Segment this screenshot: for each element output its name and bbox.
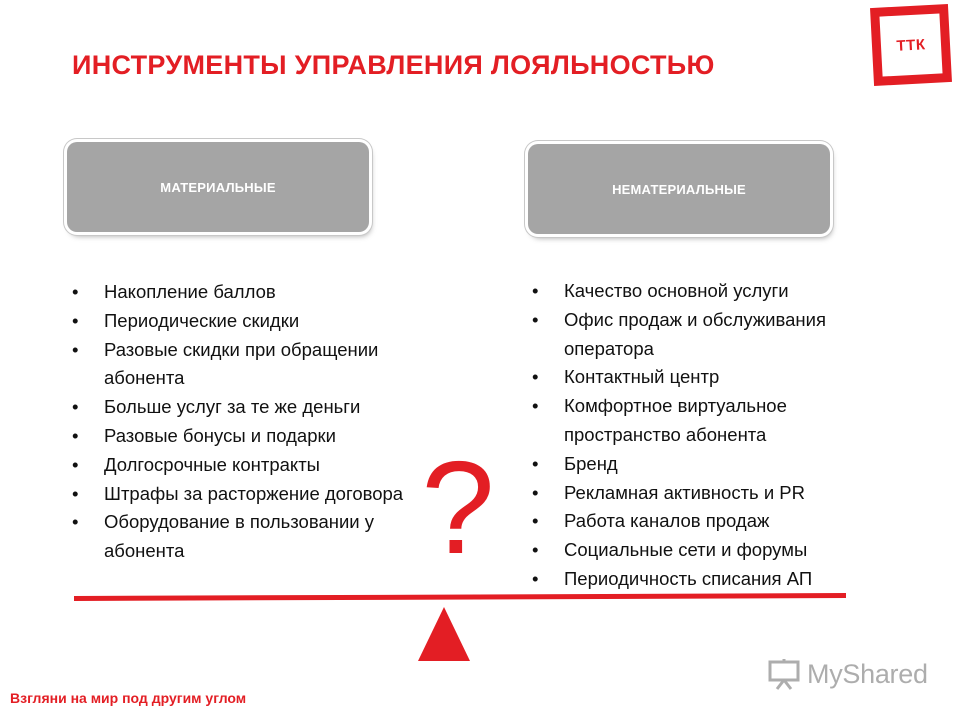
slide-title: ИНСТРУМЕНТЫ УПРАВЛЕНИЯ ЛОЯЛЬНОСТЬЮ bbox=[72, 50, 715, 80]
list-item: • Накопление баллов bbox=[72, 278, 422, 307]
list-item: • Контактный центр bbox=[532, 363, 862, 392]
watermark-text: MyShared bbox=[807, 658, 928, 689]
list-item: • Бренд bbox=[532, 450, 862, 479]
list-item: • Рекламная активность и PR bbox=[532, 479, 862, 508]
list-item: • Периодичность списания АП bbox=[532, 565, 862, 594]
myshared-watermark bbox=[767, 656, 928, 692]
list-item: • Работа каналов продаж bbox=[532, 507, 862, 536]
category-material bbox=[67, 142, 369, 232]
list-item: • Долгосрочные контракты bbox=[72, 451, 422, 480]
list-item: • Разовые бонусы и подарки bbox=[72, 422, 422, 451]
list-item: • Комфортное виртуальное пространство абонента bbox=[532, 392, 862, 450]
list-item: • Разовые скидки при обращении абонента bbox=[72, 336, 422, 394]
material-tools-list bbox=[72, 278, 422, 566]
category-nonmaterial-label: НЕМАТЕРИАЛЬНЫЕ bbox=[612, 181, 746, 197]
list-item: • Больше услуг за те же деньги bbox=[72, 393, 422, 422]
category-nonmaterial bbox=[528, 144, 830, 234]
list-item: • Оборудование в пользовании у абонента bbox=[72, 508, 422, 566]
list-item: • Офис продаж и обслуживания оператора bbox=[532, 306, 862, 364]
balance-beam bbox=[74, 593, 846, 601]
list-item: • Периодические скидки bbox=[72, 307, 422, 336]
list-item: • Социальные сети и форумы bbox=[532, 536, 862, 565]
logo-text: ТТК bbox=[896, 35, 926, 55]
triangle-icon bbox=[416, 605, 472, 661]
list-item: • Качество основной услуги bbox=[532, 277, 862, 306]
question-mark: ? bbox=[421, 434, 495, 581]
category-material-label: МАТЕРИАЛЬНЫЕ bbox=[160, 179, 276, 195]
list-item: • Штрафы за расторжение договора bbox=[72, 480, 422, 509]
ttk-logo bbox=[870, 4, 952, 86]
nonmaterial-tools-list bbox=[532, 277, 862, 594]
presentation-icon bbox=[767, 657, 801, 691]
footer-tagline: Взгляни на мир под другим углом bbox=[10, 690, 247, 706]
